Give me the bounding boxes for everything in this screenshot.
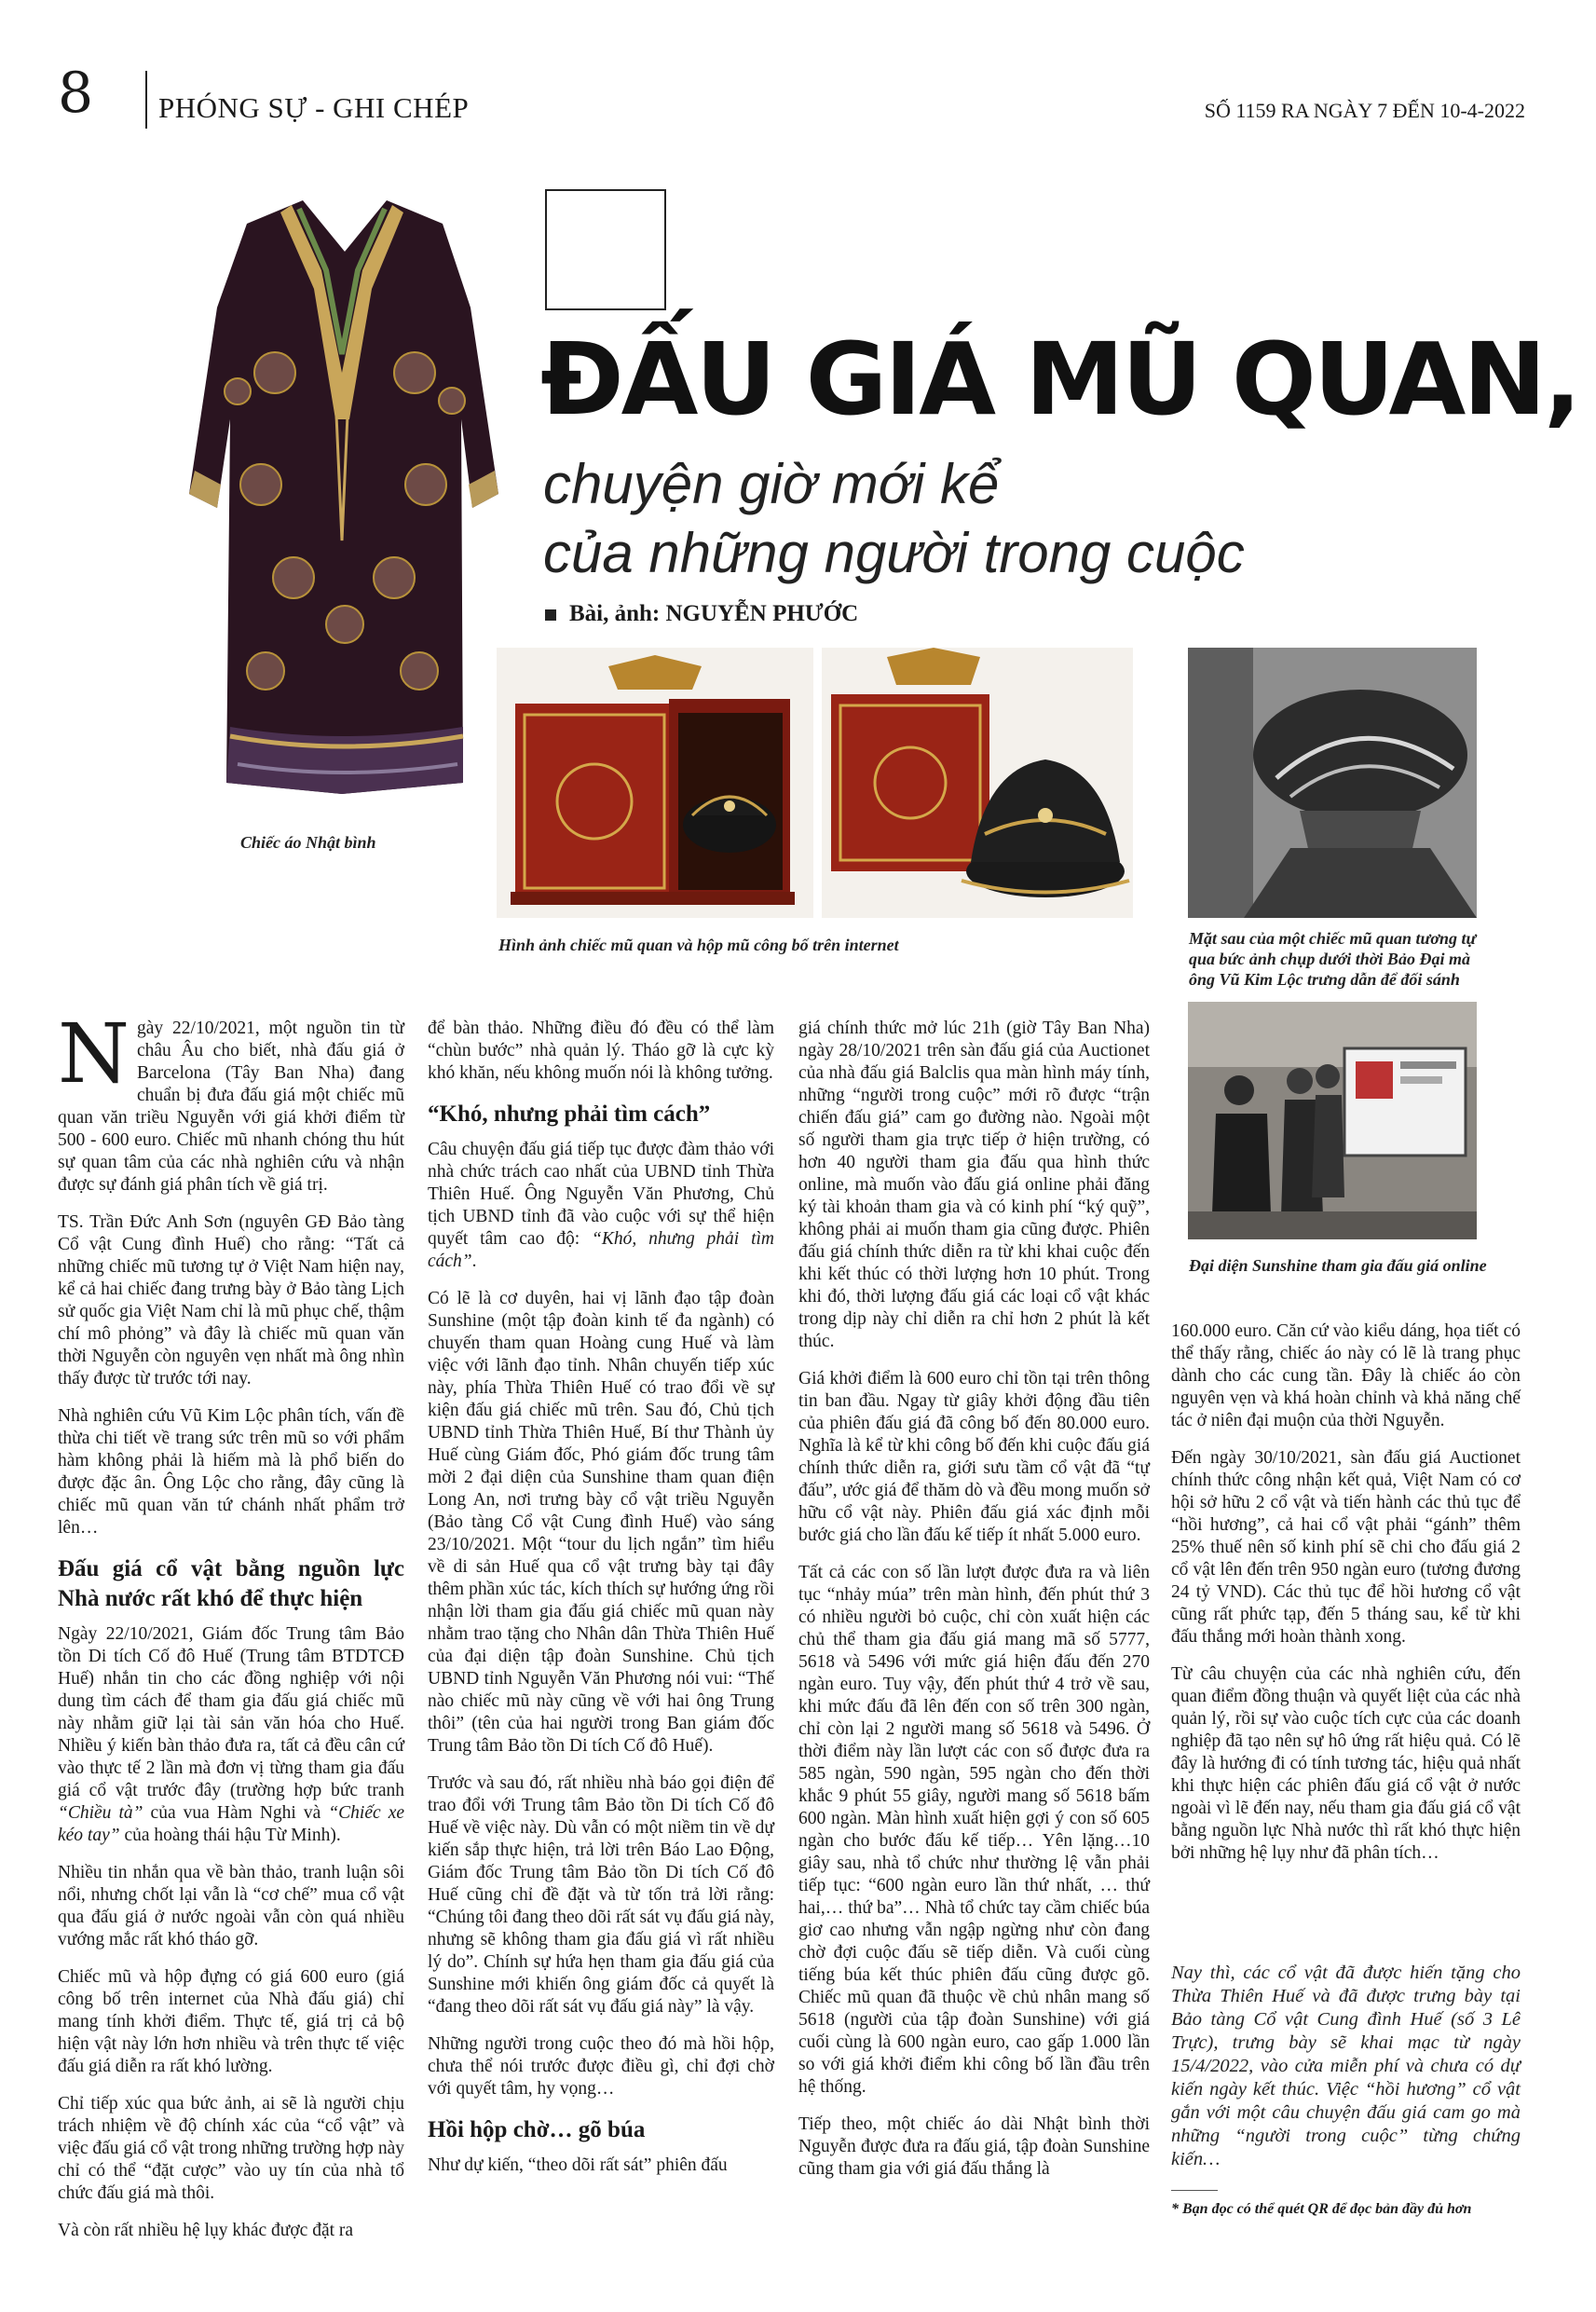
hat-box-photo-1 <box>497 648 813 918</box>
paragraph: Chỉ tiếp xúc qua bức ảnh, ai sẽ là người chịu trách nhiệm về độ chính xác của “cổ vật” và việc đấu giá cổ vật trong những trường hợp này chỉ có thể “đặt cược” vào uy tín của nhà tổ chức đấu giá mà thôi. <box>58 2094 404 2203</box>
subheadline-line-2: của những người trong cuộc <box>543 522 1245 584</box>
paragraph: Đến ngày 30/10/2021, sàn đấu giá Auctionet chính thức công nhận kết quả, Việt Nam có cơ hội sở hữu 2 cổ vật và tiến hành các thủ tục để “hồi hương”, cả hai cổ vật phải “gánh” thêm 25% thuế nên số kinh phí sẽ chi cho đấu giá 2 cổ vật lên đến trên 950 ngàn euro (tương đương 24 tỷ VND). Các thủ tục để hồi hương cổ vật cũng rất phức tạp, đến 5 tháng sau, kể từ khi đấu thắng mới hoàn thành xong. <box>1171 1448 1521 1647</box>
page-number: 8 <box>58 61 94 126</box>
lead-paragraph: Ngày 22/10/2021, một nguồn tin từ châu Âu cho biết, nhà đấu giá ở Barcelona (Tây Ban Nha) đang chuẩn bị đưa đấu giá một chiếc mũ quan văn triều Nguyễn với giá khởi điểm từ 500 - 600 euro. Chiếc mũ nhanh chóng thu hút sự quan tâm của các nhà nghiên cứu và nhận được sự đánh giá phân tích về giá trị. <box>58 1006 404 1195</box>
byline-text: Bài, ảnh: NGUYỄN PHƯỚC <box>569 601 859 626</box>
paragraph: Trước và sau đó, rất nhiều nhà báo gọi điện để trao đổi với Trung tâm Bảo tồn Di tích Cố đô Huế về việc này. Dù vẫn có một niềm tin về dự kiến sắp thực hiện, trả lời trên Báo Lao Động, Giám đốc Trung tâm Bảo tồn Di tích Cố đô Huế cũng chỉ đề đặt và từ tốn trả lời rằng: “Chúng tôi đang theo dõi rất sát vụ đấu giá này, nhưng sẽ không tham gia đấu giá vì rất nhiều lý do”. Chính sự hứa hẹn tham gia đấu giá của Sunshine mới khiến ông giám đốc cả quyết là “đang theo dõi rất sát vụ đấu giá này” là vậy. <box>428 1773 774 2017</box>
paragraph: Tiếp theo, một chiếc áo dài Nhật bình thời Nguyễn được đưa ra đấu giá, tập đoàn Sunshine cũng tham gia với giá đấu thắng là <box>798 2114 1150 2179</box>
paragraph: 160.000 euro. Căn cứ vào kiểu dáng, họa tiết có thể thấy rằng, chiếc áo này có lẽ là trang phục dành cho các cung tần. Đây là chiếc áo còn nguyên vẹn và khá hoàn chỉnh và khả năng chế tác ở niên đại muộn của thời Nguyễn. <box>1171 1321 1521 1430</box>
closing-note: Nay thì, các cổ vật đã được hiến tặng cho Thừa Thiên Huế và đã được trưng bày tại Bảo tàng Cổ vật Cung đình Huế (số 3 Lê Trực), trưng bày sẽ khai mạc từ ngày 15/4/2022, vào cửa miễn phí và chưa có dự kiến ngày kết thúc. Việc “hồi hương” cổ vật gắn với một câu chuyện đấu giá cam go mà những “người trong cuộc” từng chứng kiến… <box>1171 1963 1521 2169</box>
drop-cap: N <box>58 1006 130 1101</box>
paragraph: Chiếc mũ và hộp đựng có giá 600 euro (giá công bố trên internet của Nhà đấu giá) chỉ mang tính khởi điểm. Thực tế, giá trị cả bộ hiện vật này lớn hơn nhiều và trên thực tế việc đấu giá diễn ra rất khó lường. <box>58 1967 404 2076</box>
issue-info: SỐ 1159 RA NGÀY 7 ĐẾN 10-4-2022 <box>1204 99 1525 122</box>
paragraph: TS. Trần Đức Anh Sơn (nguyên GĐ Bảo tàng Cổ vật Cung đình Huế) cho rằng: “Tất cả những chiếc mũ tương tự ở Việt Nam hiện nay, kể cả hai chiếc đang trưng bày ở Bảo tàng Lịch sử quốc gia Việt Nam chỉ là mũ phục chế, thậm chí mô phỏng” và đây là chiếc mũ quan văn thời Nguyễn còn nguyên vẹn nhất mà ông nhìn thấy được từ trước tới nay. <box>58 1212 404 1389</box>
qr-note: * Bạn đọc có thể quét QR để đọc bản đầy đủ hơn <box>1171 2201 1472 2217</box>
column-4 <box>1171 1320 1521 1880</box>
paragraph: Như dự kiến, “theo dõi rất sát” phiên đấu <box>428 2155 728 2175</box>
byline <box>545 601 858 627</box>
paragraph: Những người trong cuộc theo đó mà hồi hộp, chưa thể nói trước được điều gì, chỉ đợi chờ với quyết tâm, hy vọng… <box>428 2034 774 2099</box>
paragraph: Ngày 22/10/2021, Giám đốc Trung tâm Bảo tồn Di tích Cố đô Huế (Trung tâm BTDTCĐ Huế) nhắn tin cho các đồng nghiệp với nội dung tìm cách để tham gia đấu giá chiếc mũ này nhằm giữ lại tài sản văn hóa cho Huế. Nhiều ý kiến bàn thảo đưa ra, tất cả đều cân cứ vào thực tế 2 lần mà đơn vị từng tham gia đấu giá cổ vật trước đây (trường hợp bức tranh “Chiều tà” của vua Hàm Nghi và “Chiếc xe kéo tay” của hoàng thái hậu Từ Minh). <box>58 1624 405 1845</box>
subheading: Đấu giá cổ vật bằng nguồn lực Nhà nước rất khó để thực hiện <box>58 1556 404 1611</box>
section-title: PHÓNG SỰ - GHI CHÉP <box>158 91 470 124</box>
paragraph: Từ câu chuyện của các nhà nghiên cứu, đến quan điểm đồng thuận và quyết liệt của các nhà quản lý, rồi sự vào cuộc tích cực của các doanh nghiệp đã tạo nên sự hô ứng rất hiệu quả. Có lẽ đây là hướng đi có tính tương tác, hiệu quả nhất khi thực hiện các phiên đấu giá cổ vật ở nước ngoài vì lẽ đến nay, nếu tham gia đấu giá cổ vật bằng nguồn lực Nhà nước thì rất khó thực hiện bởi những hệ lụy như đã phân tích… <box>1171 1664 1521 1863</box>
hat-box-photo-2 <box>822 648 1133 918</box>
online-auction-photo <box>1188 1002 1477 1239</box>
paragraph: Câu chuyện đấu giá tiếp tục được đàm thảo với nhà chức trách cao nhất của UBND tỉnh Thừa Thiên Huế. Ông Nguyễn Văn Phương, Chủ tịch UBND tỉnh đã vào cuộc với sự thể hiện quyết tâm cao độ: “Khó, nhưng phải tìm cách”. <box>428 1140 775 1271</box>
header-divider <box>145 71 147 129</box>
caption-hat-boxes: Hình ảnh chiếc mũ quan và hộp mũ công bố trên internet <box>498 936 899 954</box>
paragraph: giá chính thức mở lúc 21h (giờ Tây Ban Nha) ngày 28/10/2021 trên sàn đấu giá của Auctionet của nhà đấu giá Balclis qua màn hình máy tính, những “người trong cuộc” mới rõ được “trận chiến đấu giá” cam go đường nào. Ngoài một số người tham gia trực tiếp ở hiện trường, có hơn 40 người tham gia đấu qua hình thức online, mà muốn vào đấu giá online phải đăng ký tài khoản tham gia và có kinh phí “ký quỹ”, không phải ai muốn tham gia cũng được. Phiên đấu giá chính thức diễn ra từ khi khai cuộc đến khi kết thúc có thời lượng hơn 10 phút. Trong khi đó, thời lượng đấu giá các loại cổ vật khác trong dịp này chỉ diễn ra chỉ hơn 2 phút là kết thúc. <box>798 1019 1150 1351</box>
title-frame <box>545 189 666 310</box>
headline: ĐẤU GIÁ MŨ QUAN, <box>540 322 1579 438</box>
paragraph: Và còn rất nhiều hệ lụy khác được đặt ra <box>58 2221 354 2240</box>
paragraph: để bàn thảo. Những điều đó đều có thể làm “chùn bước” nhà quản lý. Tháo gỡ là cực kỳ khó khăn, nếu không muốn nói là không tưởng. <box>428 1019 774 1083</box>
paragraph: Nhiều tin nhắn qua về bàn thảo, tranh luận sôi nổi, nhưng chốt lại vẫn là “cơ chế” mua cổ vật qua đấu giá ở nước ngoài vẫn còn quá nhiều vướng mắc rất khó tháo gỡ. <box>58 1863 404 1949</box>
subheading: “Khó, nhưng phải tìm cách” <box>428 1101 711 1127</box>
robe-photo <box>182 186 503 806</box>
subheadline <box>543 450 1245 588</box>
subheadline-line-1: chuyện giờ mới kể <box>543 453 1000 515</box>
bw-historic-photo <box>1188 648 1477 918</box>
column-1 <box>58 1006 405 2257</box>
column-3 <box>798 1018 1150 2196</box>
column-2 <box>428 1018 774 2192</box>
subheading: Hồi hộp chờ… gõ búa <box>428 2117 646 2142</box>
caption-online: Đại diện Sunshine tham gia đấu giá online <box>1189 1256 1487 1275</box>
bullet-square-icon <box>545 609 556 621</box>
paragraph: Nhà nghiên cứu Vũ Kim Lộc phân tích, vấn đề thừa chi tiết về trang sức trên mũ so với phẩm hàm không phải là hiếm mà là phổ biến do được đặc ân. Ông Lộc cho rằng, đây cũng là chiếc mũ quan văn tứ chánh nhất phẩm trở lên… <box>58 1406 404 1538</box>
paragraph: Giá khởi điểm là 600 euro chỉ tồn tại trên thông tin ban đầu. Ngay từ giây khởi động đầu tiên của phiên đấu giá đã công bố đến 80.000 euro. Nghĩa là kể từ khi công bố đến khi cuộc đấu giá chính thức diễn ra, giới sưu tầm cổ vật đã “tự đấu”, ước giá để thăm dò và đều mong muốn sở hữu cổ vật này. Phiên đấu giá xác định mỗi bước giá cho lần đấu kế tiếp ít nhất 5.000 euro. <box>798 1369 1150 1545</box>
closing-divider <box>1171 2190 1218 2191</box>
paragraph: Tất cả các con số lần lượt được đưa ra và liên tục “nhảy múa” trên màn hình, đến phút thứ 3 có nhiều người bỏ cuộc, chỉ còn xuất hiện các chủ thể tham gia đấu giá mang mã số 5777, 5618 và 5496 với mức giá hiện đấu đến 270 ngàn euro. Tuy vậy, đến phút thứ 4 trở về sau, khi mức đấu đã lên đến con số trên 300 ngàn, chỉ còn lại 2 người mang số 5618 và 5496. Ở thời điểm này lần lượt các con số được đưa ra 585 ngàn, 590 ngàn, 595 ngàn cho đến thời khắc 9 phút 55 giây, người mang số 5618 bấm 600 ngàn. Màn hình xuất hiện gợi ý con số 605 ngàn cho bước đấu kế tiếp… Yên lặng…10 giây sau, nhà tổ chức như thường lệ vẫn phải tiếp tục: “600 ngàn euro lần thứ nhất, … thứ hai,… thứ ba”… Nhà tổ chức tay cầm chiếc búa giơ cao nhưng vẫn ngập ngừng như còn đang chờ đợi cuộc đấu sẽ tiếp diễn. Và cuối cùng tiếng búa kết thúc phiên đấu cũng được gõ. Chiếc mũ quan đã thuộc về chủ nhân mang số 5618 (người của tập đoàn Sunshine) với giá cuối cùng là 600 ngàn euro, cao gấp 1.000 lần so với giá khởi điểm khi công bố lần đầu trên hệ thống. <box>798 1563 1150 2097</box>
caption-robe: Chiếc áo Nhật bình <box>240 833 376 852</box>
caption-bw-photo: Mặt sau của một chiếc mũ quan tương tự qua bức ảnh chụp dưới thời Bảo Đại mà ông Vũ Kim Lộc trưng dẫn để đối sánh <box>1189 929 1477 989</box>
paragraph: Có lẽ là cơ duyên, hai vị lãnh đạo tập đoàn Sunshine (một tập đoàn kinh tế đa ngành) có chuyến tham quan Hoàng cung Huế và làm việc với lãnh đạo tỉnh. Nhân chuyến tiếp xúc này, phía Thừa Thiên Huế có trao đổi về sự kiện đấu giá chiếc mũ trên. Sau đó, Chủ tịch UBND tỉnh Thừa Thiên Huế, Bí thư Thành ủy Huế cùng Giám đốc, Phó giám đốc trung tâm mời 2 đại diện của Sunshine tham quan điện Long An, nơi trưng bày cổ vật triều Nguyễn (Bảo tàng Cổ vật Cung đình Huế) vào sáng 23/10/2021. Một “tour du lịch ngắn” tìm hiểu về di sản Huế qua cổ vật trưng bày tại đây thêm phần xúc tác, kích thích sự hướng ứng rồi nhận lời tham gia đấu giá chiếc mũ quan này nhằm trao tặng cho Nhân dân Thừa Thiên Huế của đại diện tập đoàn Sunshine. Chủ tịch UBND tỉnh Nguyễn Văn Phương nói vui: “Thế nào chiếc mũ này cũng về với hai ông Trung thôi” (tên của hai người trong Ban giám đốc Trung tâm Bảo tồn Di tích Cố đô Huế). <box>428 1289 774 1756</box>
